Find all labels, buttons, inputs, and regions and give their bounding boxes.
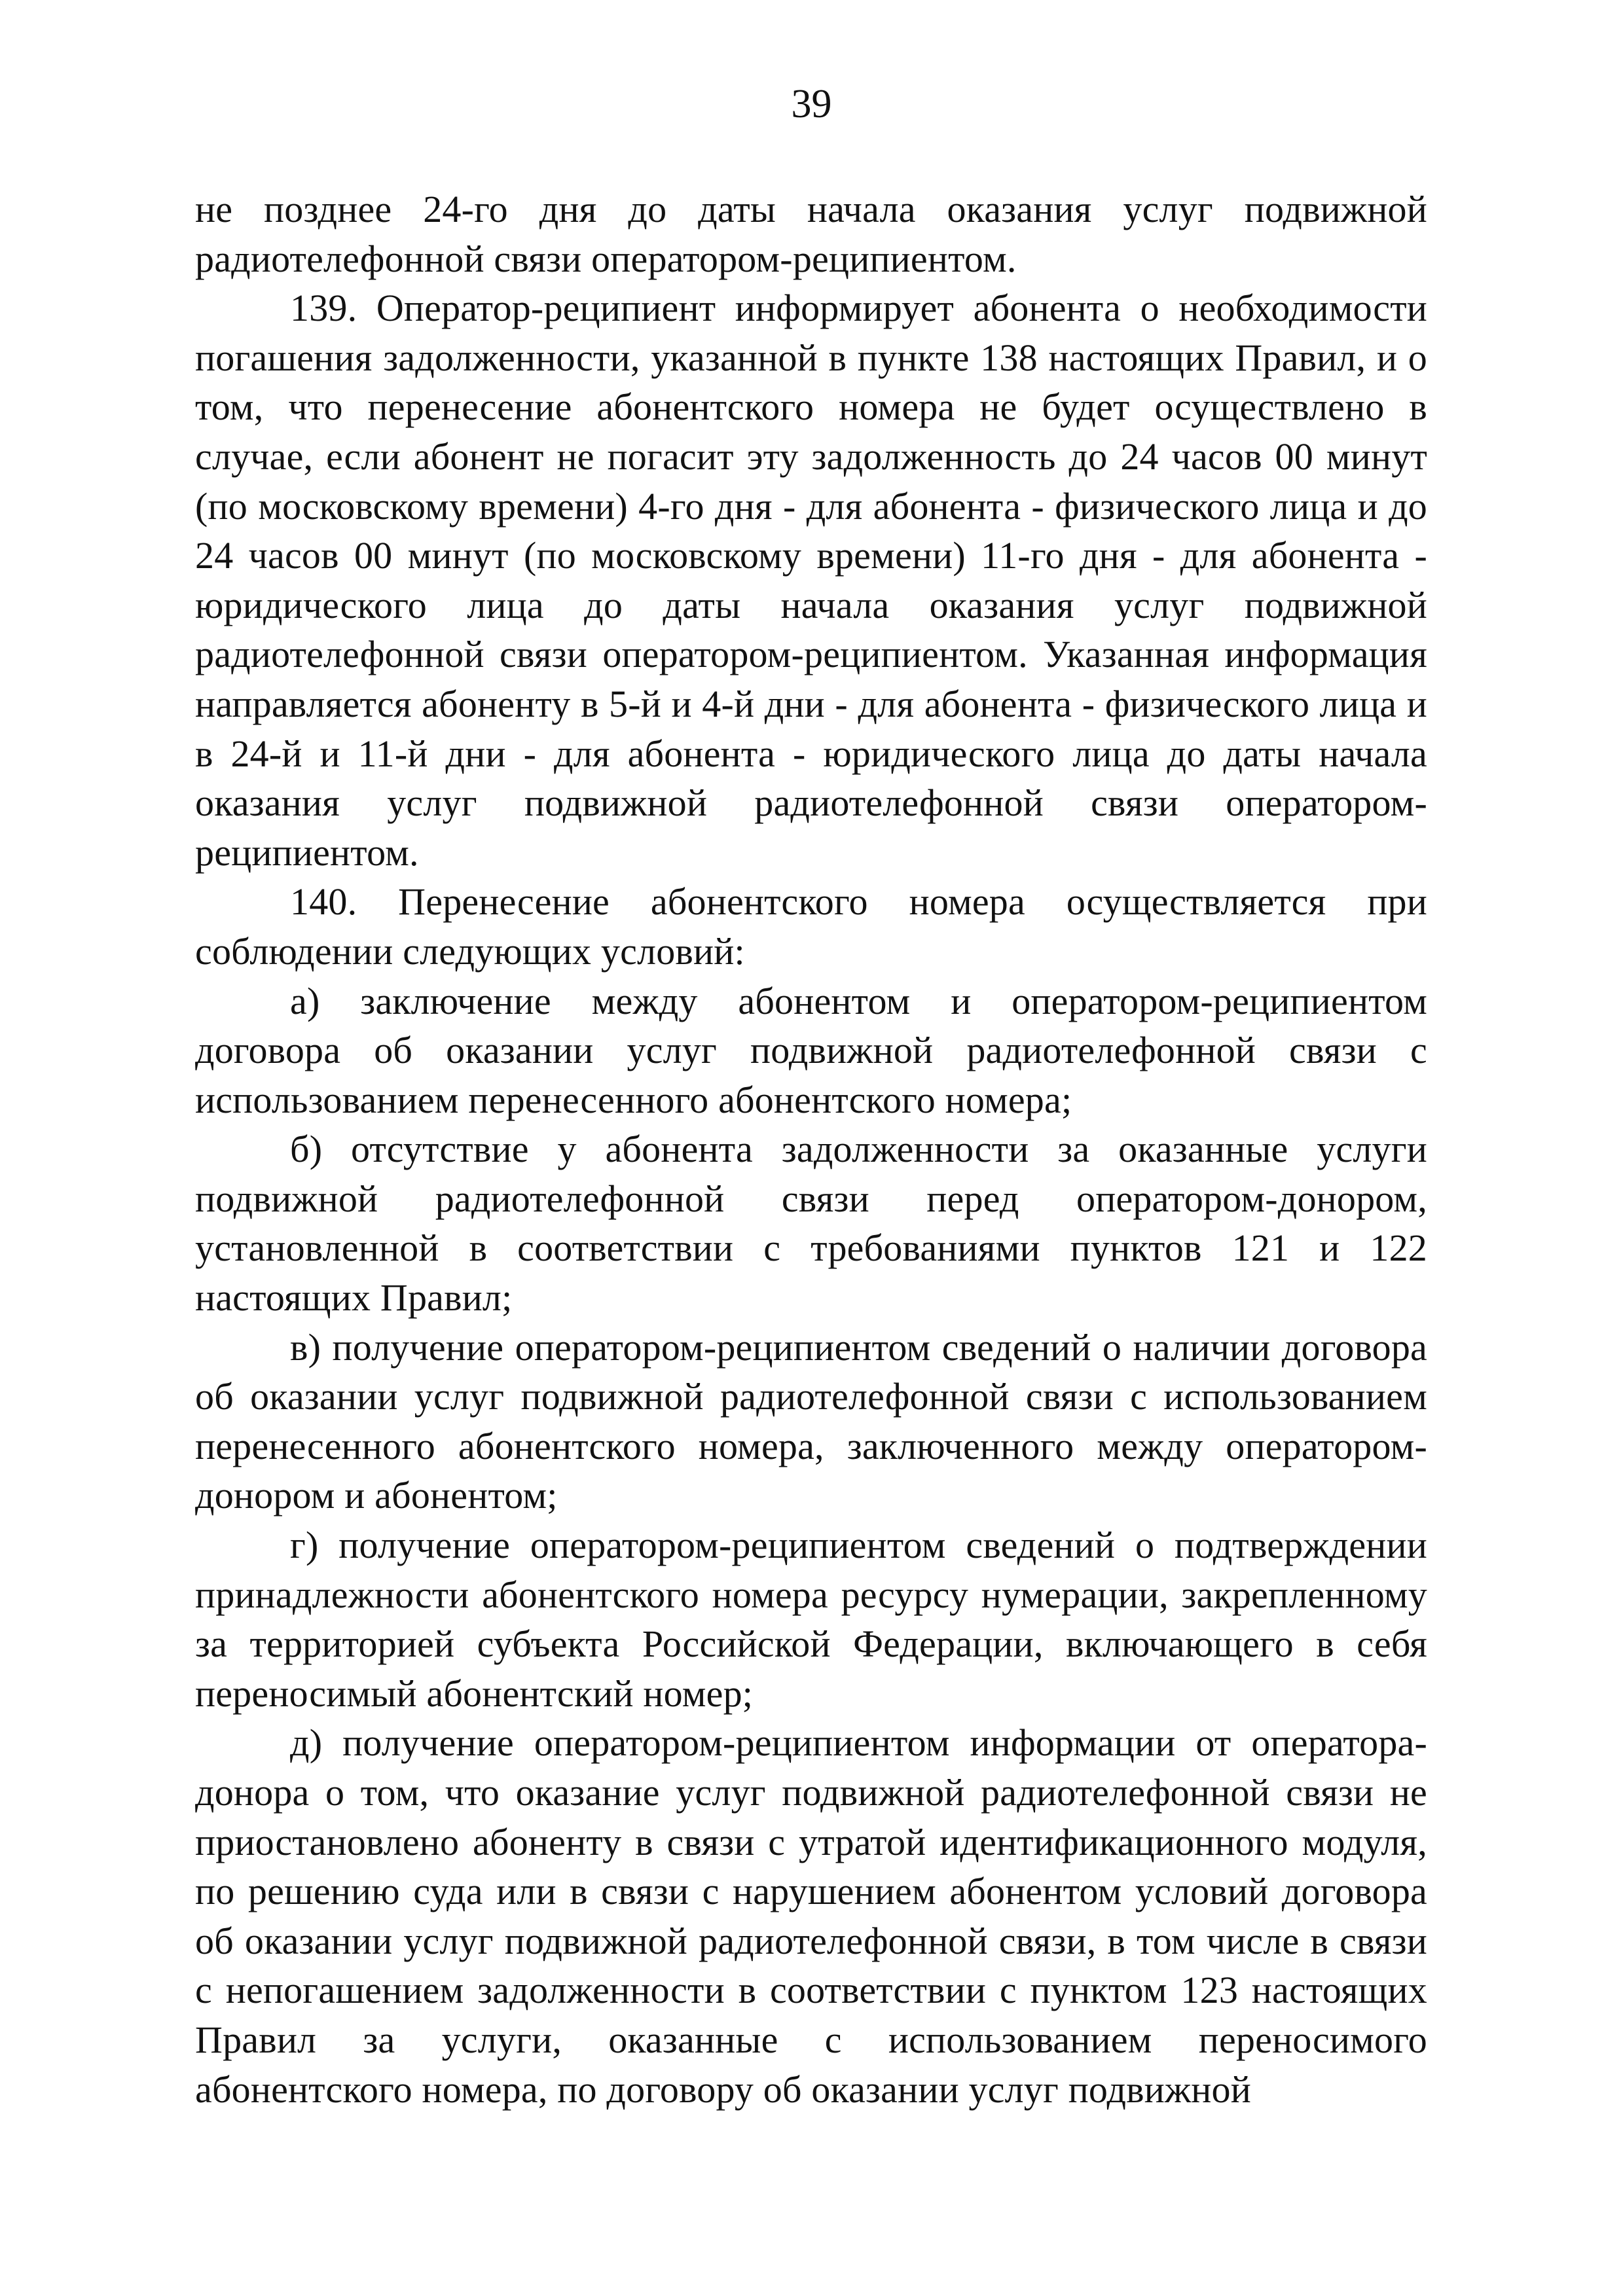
condition-a: а) заключение между абонентом и оператором-реципиентом договора об оказании услуг подвижной радиотелефонной связи с использованием перенесенного абонентского номера; [195,979,1427,1121]
paragraph-continuation: не позднее 24-го дня до даты начала оказания услуг подвижной радиотелефонной связи оператором-реципиентом. [195,188,1427,280]
page-number: 39 [791,82,832,126]
paragraph-139: 139. Оператор-реципиент информирует абонента о необходимости погашения задолженности, указанной в пункте 138 настоящих Правил, и о том, что перенесение абонентского номера не будет осуществлено в случае, если абонент не погасит эту задолженность до 24 часов 00 минут (по московскому времени) 4-го дня - для абонента - физического лица и до 24 часов 00 минут (по московскому времени) 11-го дня - для абонента - юридического лица до даты начала оказания услуг подвижной радиотелефонной связи оператором-реципиентом. Указанная информация направляется абоненту в 5-й и 4-й дни - для абонента - физического лица и в 24-й и 11-й дни - для абонента - юридического лица до даты начала оказания услуг подвижной радиотелефонной связи оператором-реципиентом. [195,287,1427,874]
condition-g: г) получение оператором-реципиентом сведений о подтверждении принадлежности абонентского номера ресурсу нумерации, закрепленному за территорией субъекта Российской Федерации, включающего в себя переносимый абонентский номер; [195,1524,1427,1715]
condition-d: д) получение оператором-реципиентом информации от оператора-донора о том, что оказание услуг подвижной радиотелефонной связи не приостановлено абоненту в связи с утратой идентификационного модуля, по решению суда или в связи с нарушением абонентом условий договора об оказании услуг подвижной радиотелефонной связи, в том числе в связи с непогашением задолженности в соответствии с пунктом 123 настоящих Правил за услуги, оказанные с использованием переносимого абонентского номера, по договору об оказании услуг подвижной [195,1721,1427,2111]
condition-b: б) отсутствие у абонента задолженности за оказанные услуги подвижной радиотелефонной связи перед оператором-донором, установленной в соответствии с требованиями пунктов 121 и 122 настоящих Правил; [195,1128,1427,1319]
document-body [195,185,1427,2114]
paragraph-140: 140. Перенесение абонентского номера осуществляется при соблюдении следующих условий: [195,880,1427,973]
condition-v: в) получение оператором-реципиентом сведений о наличии договора об оказании услуг подвижной радиотелефонной связи с использованием перенесенного абонентского номера, заключенного между оператором-донором и абонентом; [195,1325,1427,1517]
